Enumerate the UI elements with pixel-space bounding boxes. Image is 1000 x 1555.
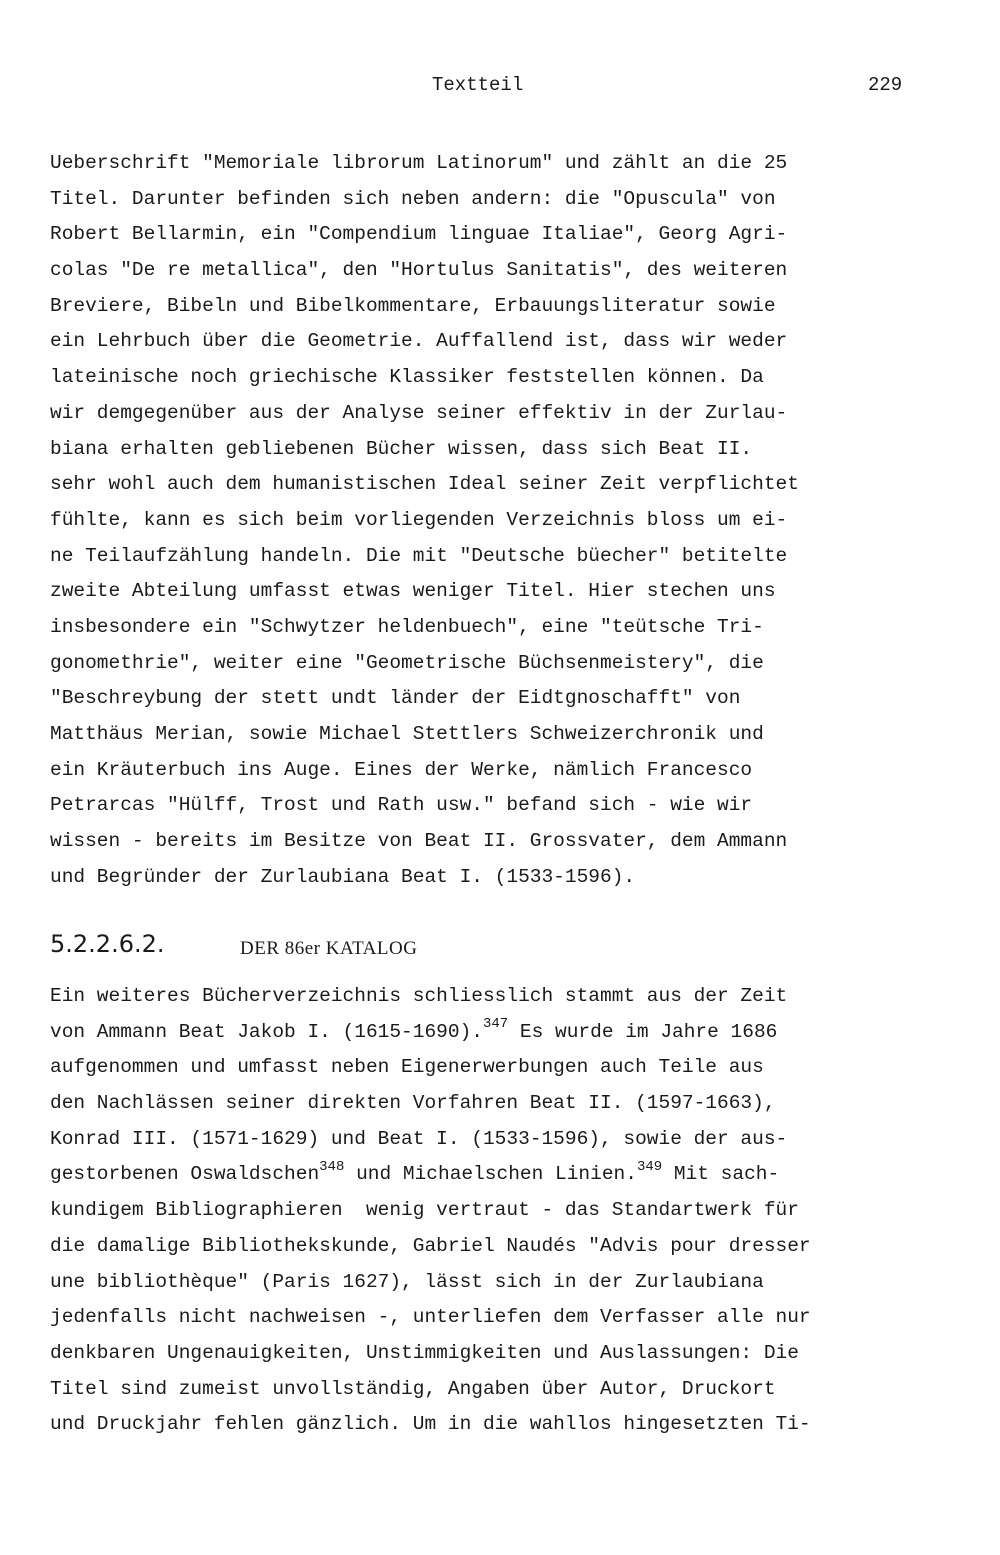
running-title: Textteil [432, 74, 524, 96]
text-line: Matthäus Merian, sowie Michael Stettlers Schweizerchronik und [50, 723, 764, 745]
text-line: wissen - bereits im Besitze von Beat II. Grossvater, dem Ammann [50, 830, 788, 853]
running-head [0, 74, 1000, 100]
text-line: une bibliothèque" (Paris 1627), lässt sich in der Zurlaubiana [50, 1270, 764, 1293]
text-segment: von Ammann Beat Jakob I. (1615-1690). [50, 1020, 483, 1043]
text-line [50, 1157, 950, 1193]
text-segment: Mit sach- [662, 1163, 780, 1186]
page-number: 229 [868, 74, 903, 96]
paragraph-2 [50, 979, 950, 1443]
text-line: wir demgegenüber aus der Analyse seiner effektiv in der Zurlau- [50, 401, 788, 424]
section-heading [50, 930, 750, 968]
footnote-ref-347: 347 [482, 1016, 509, 1033]
footnote-ref-349: 349 [636, 1158, 663, 1175]
text-line: insbesondere ein "Schwytzer heldenbuech", eine "teütsche Tri- [50, 615, 764, 638]
text-line: Ein weiteres Bücherverzeichnis schliesslich stammt aus der Zeit [50, 985, 788, 1007]
paragraph-1 [50, 146, 950, 895]
section-number: 5.2.2.6.2. [50, 930, 165, 958]
text-line: zweite Abteilung umfasst etwas weniger Titel. Hier stechen uns [50, 580, 776, 603]
text-line: jedenfalls nicht nachweisen -, unterliefen dem Verfasser alle nur [50, 1306, 811, 1329]
text-line: colas "De re metallica", den "Hortulus Sanitatis", des weiteren [50, 259, 788, 282]
text-line: gonomethrie", weiter eine "Geometrische Büchsenmeistery", die [50, 651, 764, 674]
text-line: und Druckjahr fehlen gänzlich. Um in die wahllos hingesetzten Ti- [50, 1413, 811, 1436]
text-line: kundigem Bibliographieren wenig vertraut - das Standartwerk für [50, 1199, 799, 1222]
text-line: Konrad III. (1571-1629) und Beat I. (1533-1596), sowie der aus- [50, 1127, 788, 1150]
text-line: Breviere, Bibeln und Bibelkommentare, Erbauungsliteratur sowie [50, 294, 776, 317]
text-line: Petrarcas "Hülff, Trost und Rath usw." befand sich - wie wir [50, 794, 753, 817]
text-line: und Begründer der Zurlaubiana Beat I. (1533-1596). [50, 865, 636, 888]
text-segment: und Michaelschen Linien. [344, 1163, 637, 1186]
text-line [50, 1015, 950, 1051]
text-line: Titel. Darunter befinden sich neben andern: die "Opuscula" von [50, 187, 776, 210]
text-segment: gestorbenen Oswaldschen [50, 1163, 320, 1186]
text-line: den Nachlässen seiner direkten Vorfahren Beat II. (1597-1663), [50, 1092, 776, 1115]
text-line: lateinische noch griechische Klassiker feststellen können. Da [50, 366, 764, 389]
text-line: denkbaren Ungenauigkeiten, Unstimmigkeiten und Auslassungen: Die [50, 1341, 799, 1364]
text-line: ein Kräuterbuch ins Auge. Eines der Werke, nämlich Francesco [50, 758, 753, 781]
text-line: ein Lehrbuch über die Geometrie. Auffallend ist, dass wir weder [50, 330, 788, 353]
text-line: die damalige Bibliothekskunde, Gabriel Naudés "Advis pour dresser [50, 1234, 811, 1257]
text-line: sehr wohl auch dem humanistischen Ideal seiner Zeit verpflichtet [50, 473, 799, 496]
text-segment: Es wurde im Jahre 1686 [508, 1020, 778, 1043]
text-line: Robert Bellarmin, ein "Compendium linguae Italiae", Georg Agri- [50, 223, 788, 246]
text-line: Ueberschrift "Memoriale librorum Latinorum" und zählt an die 25 [50, 152, 788, 174]
footnote-ref-348: 348 [319, 1158, 345, 1175]
text-line: ne Teilaufzählung handeln. Die mit "Deutsche büecher" betitelte [50, 544, 788, 567]
text-line: biana erhalten gebliebenen Bücher wissen, dass sich Beat II. [50, 437, 753, 460]
text-line: aufgenommen und umfasst neben Eigenerwerbungen auch Teile aus [50, 1056, 764, 1079]
text-line: Titel sind zumeist unvollständig, Angaben über Autor, Druckort [50, 1377, 776, 1400]
text-line: fühlte, kann es sich beim vorliegenden Verzeichnis bloss um ei- [50, 508, 788, 531]
text-line: "Beschreybung der stett undt länder der Eidtgnoschafft" von [50, 687, 741, 710]
section-title: DER 86er KATALOG [240, 938, 418, 959]
